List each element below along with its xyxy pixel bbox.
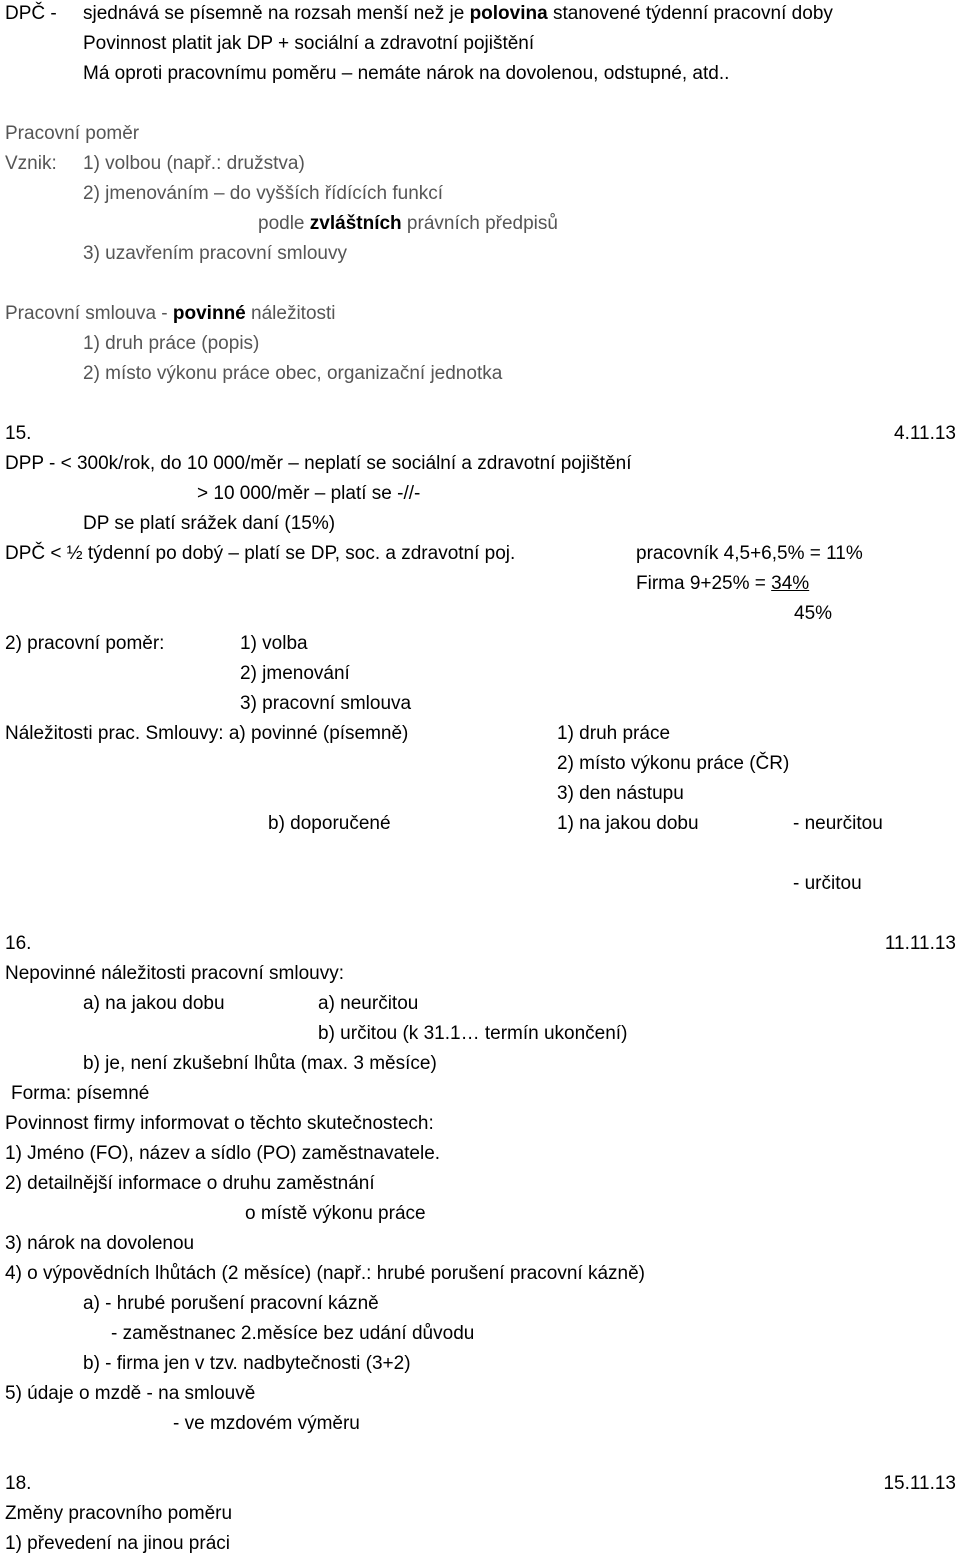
lecture-number-15: 15.: [5, 423, 32, 444]
pov-item-5b: - ve mzdovém výměru: [173, 1413, 360, 1434]
dpc-line-2: Povinnost platit jak DP + sociální a zdravotní pojištění: [83, 33, 535, 54]
vznik-label: Vznik:: [5, 153, 57, 174]
dpc-line-1: sjednává se písemně na rozsah menší než je polovina stanovené týdenní pracovní doby: [83, 3, 833, 24]
nalezitosti-label: Náležitosti prac. Smlouvy: a) povinné (písemně): [5, 723, 409, 744]
pov-item-5: 5) údaje o mzdě - na smlouvě: [5, 1383, 256, 1404]
dpc-line-3: Má oproti pracovnímu poměru – nemáte nárok na dovolenou, odstupné, atd..: [83, 63, 730, 84]
nal-item-1: 1) druh práce: [557, 723, 671, 744]
vznik-item-2: 2) jmenováním – do vyšších řídících funkcí: [83, 183, 444, 204]
lecture-date-15: 4.11.13: [894, 423, 956, 444]
total-rate: 45%: [794, 603, 833, 624]
pov-item-2: 2) detailnější informace o druhu zaměstnání: [5, 1173, 375, 1194]
doporucene-label: b) doporučené: [268, 813, 391, 834]
smlouva-item-2: 2) místo výkonu práce obec, organizační jednotka: [83, 363, 503, 384]
dpp-line-2: > 10 000/měr – platí se -//-: [197, 483, 421, 504]
vznik-item-3: 3) uzavřením pracovní smlouvy: [83, 243, 347, 264]
zmeny-title: Změny pracovního poměru: [5, 1503, 233, 1524]
dpc-summary: DPČ < ½ týdenní po dobý – platí se DP, soc. a zdravotní poj.: [5, 543, 516, 564]
pov-item-1: 1) Jméno (FO), název a sídlo (PO) zaměstnavatele.: [5, 1143, 441, 1164]
lecture-number-18: 18.: [5, 1473, 32, 1494]
pov-item-3: 3) nárok na dovolenou: [5, 1233, 195, 1254]
pov-item-4a2: - zaměstnanec 2.měsíce bez udání důvodu: [111, 1323, 475, 1344]
pp-item-2: 2) jmenování: [240, 663, 350, 684]
nep-a: a) na jakou dobu: [83, 993, 225, 1014]
dop-neurcitou: - neurčitou: [793, 813, 883, 834]
nep-a1: a) neurčitou: [318, 993, 419, 1014]
smlouva-title: Pracovní smlouva - povinné náležitosti: [5, 303, 336, 324]
povinnost-title: Povinnost firmy informovat o těchto skutečnostech:: [5, 1113, 434, 1134]
pov-item-2b: o místě výkonu práce: [245, 1203, 426, 1224]
lecture-number-16: 16.: [5, 933, 32, 954]
pov-item-4a: a) - hrubé porušení pracovní kázně: [83, 1293, 379, 1314]
pracovnik-rate: pracovník 4,5+6,5% = 11%: [636, 543, 863, 564]
lecture-date-18: 15.11.13: [883, 1473, 956, 1494]
pracovni-pomer-title: Pracovní poměr: [5, 123, 140, 144]
pov-item-4: 4) o výpovědních lhůtách (2 měsíce) (např.: hrubé porušení pracovní kázně): [5, 1263, 646, 1284]
nal-item-3: 3) den nástupu: [557, 783, 684, 804]
pp-item-3: 3) pracovní smlouva: [240, 693, 412, 714]
vznik-item-1: 1) volbou (např.: družstva): [83, 153, 305, 174]
pp-label: 2) pracovní poměr:: [5, 633, 165, 654]
nepovinne-title: Nepovinné náležitosti pracovní smlouvy:: [5, 963, 345, 984]
dpp-line-3: DP se platí srážek daní (15%): [83, 513, 336, 534]
pp-item-1: 1) volba: [240, 633, 308, 654]
dpp-line-1: DPP - < 300k/rok, do 10 000/měr – neplatí se sociální a zdravotní pojištění: [5, 453, 632, 474]
dop-urcitou: - určitou: [793, 873, 862, 894]
lecture-date-16: 11.11.13: [884, 933, 956, 954]
nal-item-2: 2) místo výkonu práce (ČR): [557, 753, 790, 774]
nep-b: b) je, není zkušební lhůta (max. 3 měsíce): [83, 1053, 437, 1074]
nep-a2: b) určitou (k 31.1… termín ukončení): [318, 1023, 628, 1044]
forma: Forma: písemné: [11, 1083, 150, 1104]
firma-rate: Firma 9+25% = 34%: [636, 573, 810, 594]
dpc-label: DPČ -: [5, 3, 57, 24]
zmeny-item-1: 1) převedení na jinou práci: [5, 1533, 230, 1554]
vznik-item-2b: podle zvláštních právních předpisů: [258, 213, 558, 234]
pov-item-4b: b) - firma jen v tzv. nadbytečnosti (3+2): [83, 1353, 411, 1374]
dop-item-1: 1) na jakou dobu: [557, 813, 699, 834]
smlouva-item-1: 1) druh práce (popis): [83, 333, 260, 354]
